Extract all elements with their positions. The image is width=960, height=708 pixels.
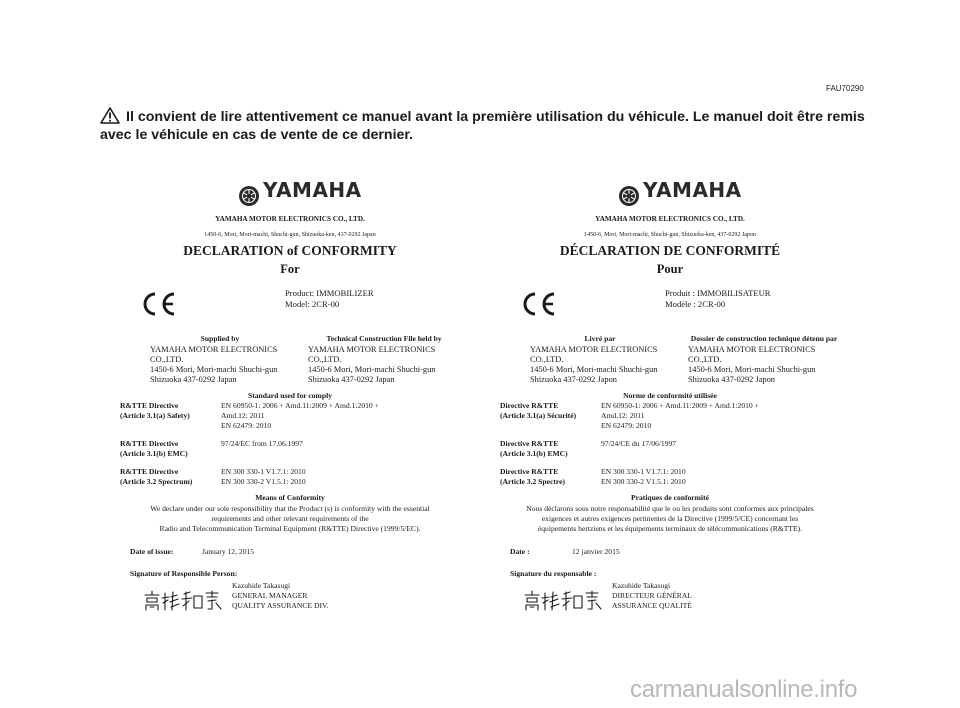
technical-file-heading: Technical Construction File held by	[326, 334, 442, 343]
standard-row	[500, 439, 840, 459]
warning-text: Il convient de lire attentivement ce manuel avant la première utilisation du véhicule. Le manuel doit être remis avec le véhicule en cas de vente de ce dernier.	[100, 109, 865, 143]
supplied-line: CO.,LTD.	[150, 355, 184, 364]
standard-row	[120, 401, 460, 431]
ce-mark-icon	[138, 290, 178, 318]
standard-value: 97/24/EC from 17.06.1997	[221, 439, 303, 448]
signature-label: Signature of Responsible Person:	[130, 569, 238, 578]
supplied-by-heading: Supplied by	[200, 334, 240, 343]
means-statement	[120, 504, 460, 534]
supplied-by-heading: Livré par	[584, 334, 616, 343]
standard-value: EN 300 330-2 V1.5.1: 2010	[221, 477, 306, 486]
technical-file-block	[670, 334, 840, 385]
supplied-line: YAMAHA MOTOR ELECTRONICS	[150, 345, 278, 354]
standard-value: EN 62479: 2010	[221, 421, 272, 430]
product-model: Model: 2CR-00	[285, 299, 340, 309]
declaration-for: Pour	[656, 262, 684, 276]
handwritten-signature	[522, 589, 604, 611]
supplied-line: 1450-6 Mori, Mori-machi Shuchi-gun	[530, 365, 658, 374]
standard-row	[500, 401, 840, 431]
means-heading: Means of Conformity	[255, 493, 325, 502]
means-line: Radio and Telecommunication Terminal Equipment (R&TTE) Directive (1999/5/EC).	[159, 524, 421, 533]
declaration-title: DÉCLARATION DE CONFORMITÉ	[559, 243, 781, 258]
technical-file-block	[290, 334, 460, 385]
signatory-line: ASSURANCE QUALITÉ	[612, 601, 692, 610]
means-heading: Pratiques de conformité	[630, 493, 710, 502]
declaration-for: For	[280, 262, 300, 276]
brand-wordmark: YAMAHA	[643, 178, 742, 202]
signature-label: Signature du responsable :	[510, 569, 597, 578]
company-name: YAMAHA MOTOR ELECTRONICS CO., LTD.	[595, 215, 745, 223]
standard-value: EN 60950-1: 2006 + Amd.11:2009 + Amd.1:2010 +	[601, 401, 759, 410]
supplied-line: 1450-6 Mori, Mori-machi Shuchi-gun	[150, 365, 278, 374]
standard-row	[120, 439, 460, 459]
supplied-line: Shizuoka 437-0292 Japon	[530, 375, 617, 384]
date-value: January 12, 2015	[202, 547, 255, 556]
standard-label: (Article 3.1(b) EMC)	[120, 449, 188, 458]
supplied-by-block	[500, 334, 670, 385]
means-line: Nous déclarons sous notre responsabilité que le ou les produits sont conformes aux principales	[526, 504, 814, 513]
standard-label: (Article 3.2 Spectrum)	[120, 477, 193, 486]
reference-code: FAU70290	[826, 84, 864, 93]
standard-value: 97/24/CE du 17/06/1997	[601, 439, 677, 448]
company-name: YAMAHA MOTOR ELECTRONICS CO., LTD.	[215, 215, 365, 223]
site-watermark: carmanualsonline.info	[630, 676, 858, 703]
means-line: exigences et autres exigences pertinentes de la Directive (1999/5/CE) concernant les	[541, 514, 799, 523]
standard-value: EN 300 330-1 V1.7.1: 2010	[221, 467, 306, 476]
supplied-by-block	[120, 334, 290, 385]
yamaha-emblem-icon	[618, 185, 640, 207]
technical-file-line: CO.,LTD.	[308, 355, 342, 364]
yamaha-logo	[500, 180, 840, 212]
standard-label: R&TTE Directive	[120, 439, 179, 448]
supplied-line: Shizuoka 437-0292 Japan	[150, 375, 237, 384]
technical-file-line: Shizuoka 437-0292 Japan	[308, 375, 395, 384]
handwritten-signature	[142, 589, 224, 611]
date-label: Date :	[510, 547, 530, 556]
brand-wordmark: YAMAHA	[263, 178, 362, 202]
warning-triangle-icon	[100, 107, 120, 124]
standard-label: (Article 3.1(b) EMC)	[500, 449, 568, 458]
signatory-line: Kazuhide Takasugi	[232, 581, 291, 590]
standard-value: EN 300 330-2 V1.5.1: 2010	[601, 477, 686, 486]
technical-file-heading: Dossier de construction technique détenu par	[690, 334, 838, 343]
product-name: Product: IMMOBILIZER	[285, 288, 374, 298]
standard-label: Directive R&TTE	[500, 467, 559, 476]
ce-mark-icon	[518, 290, 558, 318]
standard-label: R&TTE Directive	[120, 467, 179, 476]
standard-row	[120, 467, 460, 487]
signatory-line: Kazuhide Takasugi	[612, 581, 671, 590]
standard-label: (Article 3.2 Spectre)	[500, 477, 566, 486]
means-line: requirements and other relevant requirements of the	[211, 514, 369, 523]
issue-date	[120, 547, 460, 557]
means-statement	[500, 504, 840, 534]
product-model: Modèle : 2CR-00	[665, 299, 726, 309]
supplied-line: YAMAHA MOTOR ELECTRONICS	[530, 345, 658, 354]
declaration-title: DECLARATION of CONFORMITY	[183, 243, 397, 258]
standard-value: EN 60950-1: 2006 + Amd.11:2009 + Amd.1:2010 +	[221, 401, 379, 410]
declaration-french	[500, 180, 840, 617]
technical-file-line: CO.,LTD.	[688, 355, 722, 364]
company-address: 1450-6, Mori, Mori-machi, Shuchi-gun, Shizuoka-ken, 437-0292 Japan	[204, 232, 376, 238]
standard-label: (Article 3.1(a) Safety)	[120, 411, 190, 420]
company-address: 1450-6, Mori, Mori-machi, Shuchi-gun, Shizuoka-ken, 437-0292 Japon	[584, 232, 756, 238]
declaration-english	[120, 180, 460, 617]
product-name: Produit : IMMOBILISATEUR	[665, 288, 771, 298]
warning-notice	[100, 107, 870, 144]
standard-label: Directive R&TTE	[500, 439, 559, 448]
supplied-line: CO.,LTD.	[530, 355, 564, 364]
signatory-line: QUALITY ASSURANCE DIV.	[232, 601, 329, 610]
technical-file-line: 1450-6 Mori, Mori-machi Shuchi-gun	[308, 365, 436, 374]
standard-label: R&TTE Directive	[120, 401, 179, 410]
technical-file-line: Shizuoka 437-0292 Japon	[688, 375, 775, 384]
standard-value: Amd.12: 2011	[601, 411, 645, 420]
technical-file-line: YAMAHA MOTOR ELECTRONICS	[308, 345, 436, 354]
means-line: équipements hertziens et les équipements terminaux de télécommunications (R&TTE).	[537, 524, 803, 533]
standard-row	[500, 467, 840, 487]
standard-value: Amd.12: 2011	[221, 411, 265, 420]
standard-value: EN 300 330-1 V1.7.1: 2010	[601, 467, 686, 476]
issue-date	[500, 547, 840, 557]
means-line: We declare under our sole responsibility that the Product (s) is conformity with the essential	[150, 504, 430, 513]
signatory-line: DIRECTEUR GÉNÉRAL	[612, 591, 692, 600]
technical-file-line: YAMAHA MOTOR ELECTRONICS	[688, 345, 816, 354]
yamaha-logo	[120, 180, 460, 212]
standard-label: Directive R&TTE	[500, 401, 559, 410]
date-label: Date of issue:	[130, 547, 174, 556]
standard-label: (Article 3.1(a) Sécurité)	[500, 411, 577, 420]
standard-value: EN 62479: 2010	[601, 421, 652, 430]
yamaha-emblem-icon	[238, 185, 260, 207]
date-value: 12 janvier 2015	[572, 547, 620, 556]
standard-heading: Norme de conformité utilisée	[623, 391, 717, 400]
standard-heading: Standard used for comply	[247, 391, 333, 400]
signatory-line: GENERAL MANAGER	[232, 591, 308, 600]
technical-file-line: 1450-6 Mori, Mori-machi Shuchi-gun	[688, 365, 816, 374]
